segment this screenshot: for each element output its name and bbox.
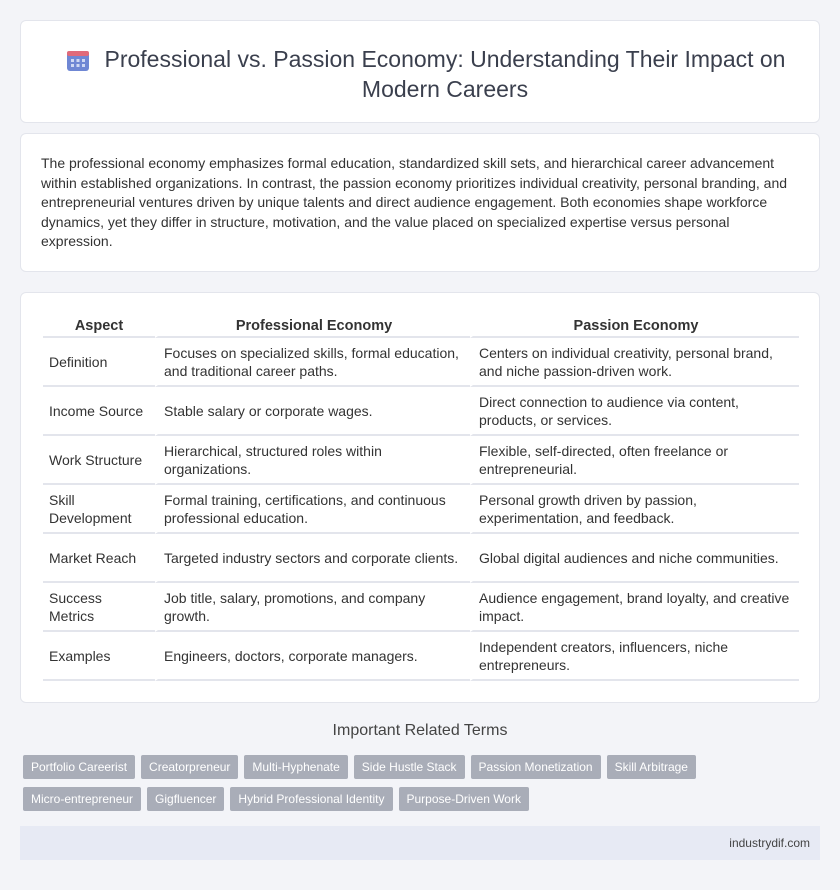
row-aspect: Income Source (43, 387, 155, 436)
title-card (20, 20, 820, 123)
row-professional: Targeted industry sectors and corporate clients. (155, 534, 470, 583)
related-terms (23, 755, 823, 819)
row-passion: Centers on individual creativity, personal brand, and niche passion-driven work. (470, 338, 799, 387)
comparison-table (43, 315, 799, 681)
related-terms-heading: Important Related Terms (332, 722, 508, 739)
row-passion: Audience engagement, brand loyalty, and creative impact. (470, 583, 799, 632)
row-aspect: Work Structure (43, 436, 155, 485)
tag-purpose-driven-work[interactable]: Purpose-Driven Work (399, 787, 529, 811)
row-passion: Flexible, self-directed, often freelance or entrepreneurial. (470, 436, 799, 485)
intro-paragraph: The professional economy emphasizes formal education, standardized skill sets, and hierarchical career advancement within established organizations. In contrast, the passion economy prioritizes individual creativity, personal branding, and entrepreneurial ventures driven by unique talents and direct audience engagement. Both economies shape workforce dynamics, yet they differ in structure, motivation, and the value placed on specialized expertise versus personal expression. (41, 155, 788, 250)
table-row (43, 387, 799, 436)
tag-hybrid-professional-identity[interactable]: Hybrid Professional Identity (230, 787, 392, 811)
table-row (43, 632, 799, 681)
footer-site[interactable]: industrydif.com (729, 836, 810, 850)
row-aspect: Success Metrics (43, 583, 155, 632)
tag-side-hustle-stack[interactable]: Side Hustle Stack (354, 755, 465, 779)
tag-row (23, 755, 823, 779)
intro-card (20, 133, 820, 272)
tag-creatorpreneur[interactable]: Creatorpreneur (141, 755, 238, 779)
row-professional: Focuses on specialized skills, formal education, and traditional career paths. (155, 338, 470, 387)
row-aspect: Market Reach (43, 534, 155, 583)
footer (20, 826, 820, 860)
tag-gigfluencer[interactable]: Gigfluencer (147, 787, 224, 811)
tag-micro-entrepreneur[interactable]: Micro-entrepreneur (23, 787, 141, 811)
row-passion: Personal growth driven by passion, experimentation, and feedback. (470, 485, 799, 534)
comparison-card (20, 292, 820, 703)
tag-portfolio-careerist[interactable]: Portfolio Careerist (23, 755, 135, 779)
table-row (43, 485, 799, 534)
row-professional: Stable salary or corporate wages. (155, 387, 470, 436)
row-professional: Hierarchical, structured roles within organizations. (155, 436, 470, 485)
column-header-passion: Passion Economy (470, 315, 799, 338)
column-header-professional: Professional Economy (155, 315, 470, 338)
table-row (43, 338, 799, 387)
row-aspect: Examples (43, 632, 155, 681)
table-header-row (43, 315, 799, 338)
page-title: Professional vs. Passion Economy: Understanding Their Impact on Modern Careers (104, 46, 786, 102)
row-professional: Formal training, certifications, and continuous professional education. (155, 485, 470, 534)
row-professional: Job title, salary, promotions, and company growth. (155, 583, 470, 632)
table-row (43, 436, 799, 485)
tag-row (23, 787, 823, 811)
column-header-aspect: Aspect (43, 315, 155, 338)
row-aspect: Definition (43, 338, 155, 387)
tag-multi-hyphenate[interactable]: Multi-Hyphenate (244, 755, 347, 779)
table-row (43, 534, 799, 583)
row-aspect: Skill Development (43, 485, 155, 534)
tag-passion-monetization[interactable]: Passion Monetization (471, 755, 601, 779)
row-passion: Direct connection to audience via content, products, or services. (470, 387, 799, 436)
row-passion: Global digital audiences and niche communities. (470, 534, 799, 583)
tag-skill-arbitrage[interactable]: Skill Arbitrage (607, 755, 696, 779)
row-professional: Engineers, doctors, corporate managers. (155, 632, 470, 681)
table-row (43, 583, 799, 632)
row-passion: Independent creators, influencers, niche entrepreneurs. (470, 632, 799, 681)
